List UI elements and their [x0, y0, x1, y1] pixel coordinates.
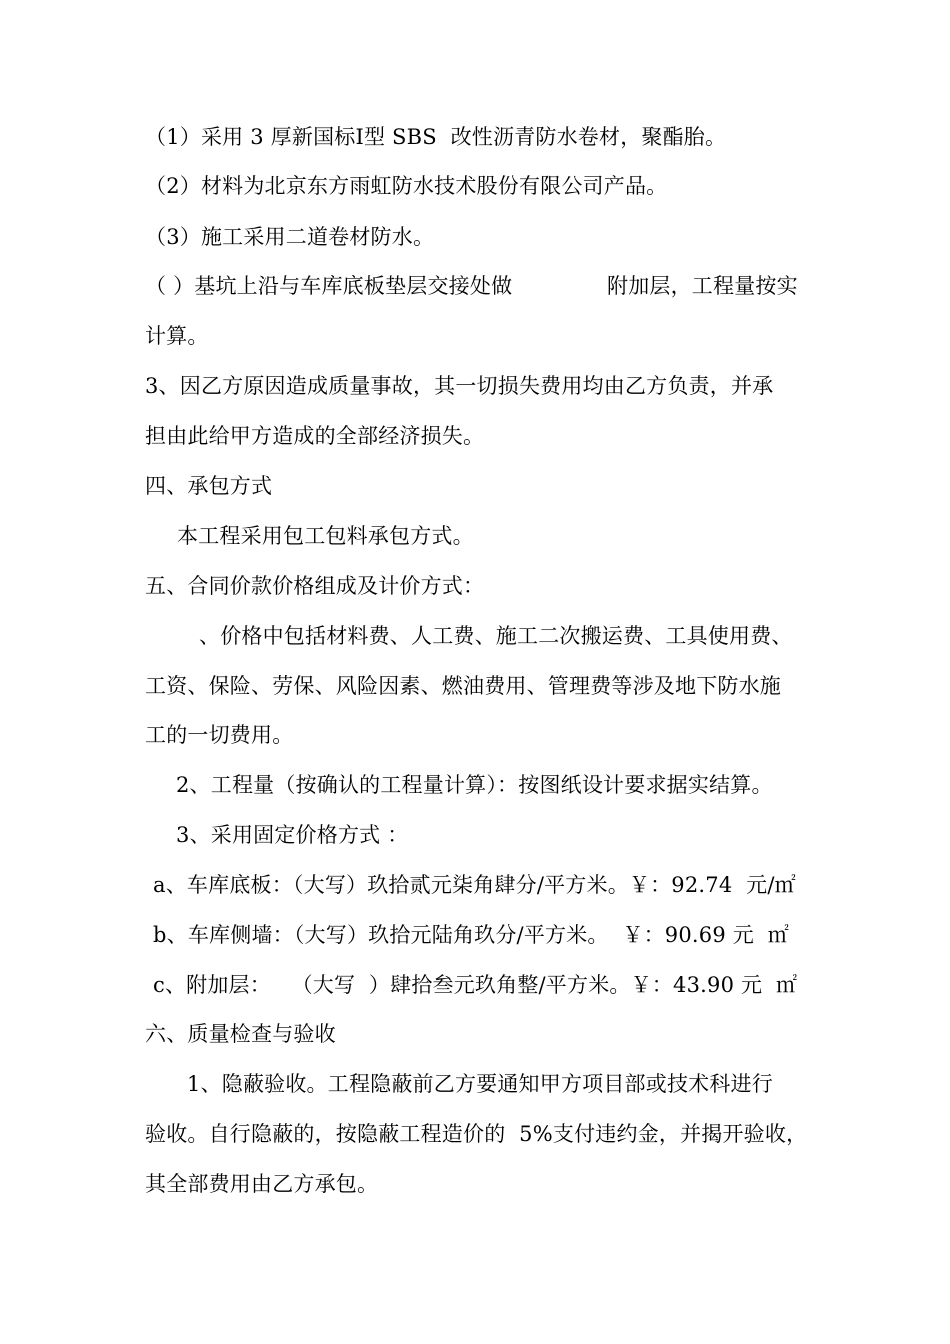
text-line-23: 其全部费用由乙方承包。 [145, 1172, 379, 1196]
section-heading-5: 五、合同价款价格组成及计价方式： [145, 574, 485, 598]
text-line-13: 工的一切费用。 [145, 723, 294, 747]
text-line-4b: 附加层，工程量按实 [607, 274, 798, 298]
text-line-4a: （ ）基坑上沿与车库底板垫层交接处做 [145, 274, 513, 298]
text-line-21: 1、隐蔽验收。工程隐蔽前乙方要通知甲方项目部或技术科进行 [187, 1072, 773, 1096]
price-line-c: c、附加层： （大写 ）肆拾叁元玖角整/平方米。￥：43.90 元 ㎡ [153, 973, 798, 997]
price-line-a: a、车库底板：（大写）玖拾贰元柒角肆分/平方米。￥：92.74 元/㎡ [153, 873, 796, 897]
text-line-6: 3、因乙方原因造成质量事故，其一切损失费用均由乙方负责，并承 [145, 374, 774, 398]
text-line-3: （3）施工采用二道卷材防水。 [145, 225, 435, 249]
text-line-14: 2、工程量（按确认的工程量计算）：按图纸设计要求据实结算。 [176, 773, 773, 797]
text-line-1: （1）采用 3 厚新国标Ⅰ型 SBS 改性沥青防水卷材，聚酯胎。 [145, 125, 727, 149]
text-line-9: 本工程采用包工包料承包方式。 [177, 524, 474, 548]
text-line-2: （2）材料为北京东方雨虹防水技术股份有限公司产品。 [145, 174, 668, 198]
text-line-22: 验收。自行隐蔽的，按隐蔽工程造价的 5%支付违约金，并揭开验收， [145, 1122, 808, 1146]
section-heading-4: 四、承包方式 [145, 474, 273, 498]
section-heading-6: 六、质量检查与验收 [145, 1022, 336, 1046]
price-line-b: b、车库侧墙：（大写）玖拾元陆角玖分/平方米。 ￥：90.69 元 ㎡ [153, 923, 789, 947]
text-line-11: 、价格中包括材料费、人工费、施工二次搬运费、工具使用费、 [199, 624, 793, 648]
text-line-12: 工资、保险、劳保、风险因素、燃油费用、管理费等涉及地下防水施 [145, 674, 781, 698]
text-line-7: 担由此给甲方造成的全部经济损失。 [145, 424, 485, 448]
text-line-5: 计算。 [145, 324, 209, 348]
text-line-15: 3、采用固定价格方式 ： [176, 823, 409, 847]
